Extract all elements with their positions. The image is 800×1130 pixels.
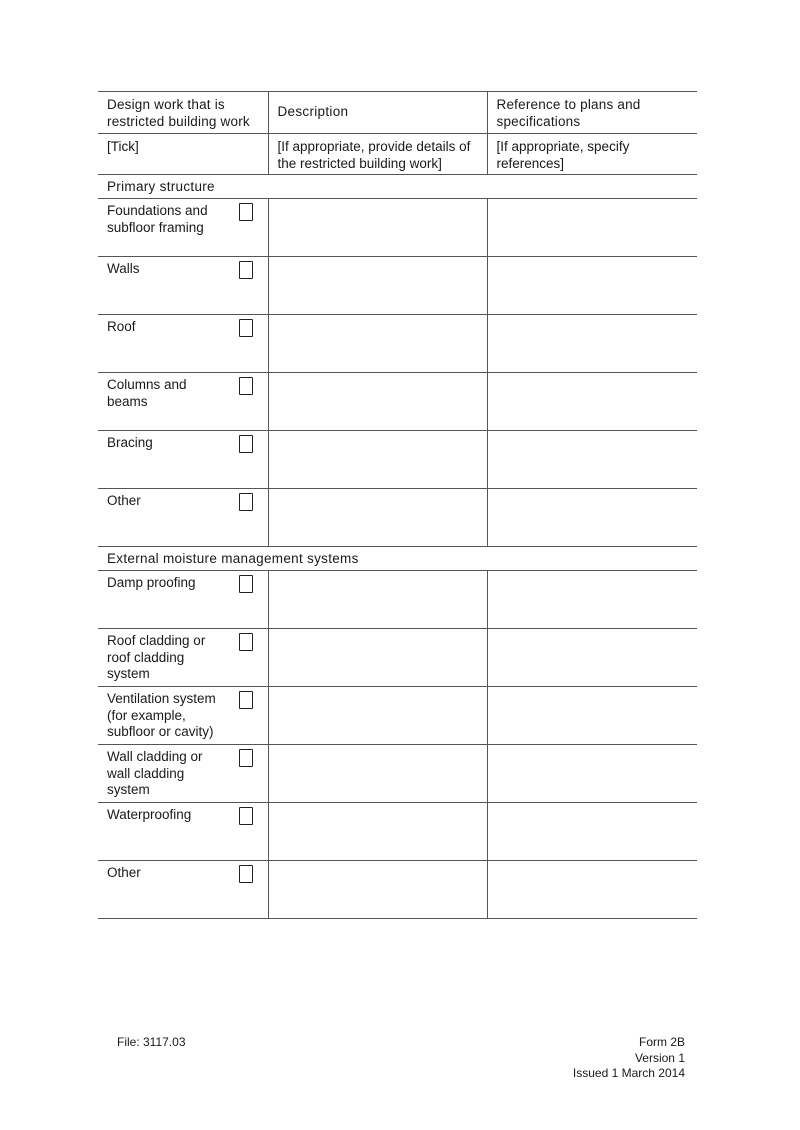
tick-checkbox[interactable] — [239, 377, 253, 395]
item-label-cell — [98, 199, 268, 257]
tick-checkbox[interactable] — [239, 435, 253, 453]
description-cell[interactable] — [268, 199, 487, 257]
item-label-cell — [98, 489, 268, 547]
item-label-cell — [98, 687, 268, 745]
reference-cell[interactable] — [487, 629, 697, 687]
table-row — [98, 373, 697, 431]
tick-checkbox[interactable] — [239, 319, 253, 337]
item-label: Damp proofing — [107, 575, 196, 590]
reference-cell[interactable] — [487, 687, 697, 745]
table-row — [98, 803, 697, 861]
reference-header: Reference to plans and specifications — [487, 92, 697, 134]
reference-cell[interactable] — [487, 431, 697, 489]
item-label: Roof cladding or roof cladding system — [107, 633, 206, 681]
reference-cell[interactable] — [487, 745, 697, 803]
item-label-cell — [98, 803, 268, 861]
tick-checkbox[interactable] — [239, 807, 253, 825]
description-cell[interactable] — [268, 803, 487, 861]
item-label: Roof — [107, 319, 136, 334]
description-cell[interactable] — [268, 687, 487, 745]
table-row — [98, 629, 697, 687]
footer-file-number: File: 3117.03 — [117, 1035, 186, 1049]
item-label: Waterproofing — [107, 807, 192, 822]
description-cell[interactable] — [268, 431, 487, 489]
table-row — [98, 745, 697, 803]
item-label-cell — [98, 257, 268, 315]
section-header-primary-structure — [98, 175, 697, 199]
table-row — [98, 431, 697, 489]
item-label: Other — [107, 493, 141, 508]
item-label: Foundations and subfloor framing — [107, 203, 208, 235]
reference-cell[interactable] — [487, 803, 697, 861]
reference-hint: [If appropriate, specify references] — [487, 134, 697, 175]
table-row — [98, 257, 697, 315]
reference-cell[interactable] — [487, 373, 697, 431]
reference-cell[interactable] — [487, 861, 697, 919]
item-label-cell — [98, 571, 268, 629]
tick-checkbox[interactable] — [239, 865, 253, 883]
item-label-cell — [98, 629, 268, 687]
reference-cell[interactable] — [487, 257, 697, 315]
description-header: Description — [268, 92, 487, 134]
description-hint: [If appropriate, provide details of the restricted building work] — [268, 134, 487, 175]
item-label: Ventilation system (for example, subfloor or cavity) — [107, 691, 216, 739]
table-row — [98, 315, 697, 373]
tick-checkbox[interactable] — [239, 493, 253, 511]
reference-cell[interactable] — [487, 571, 697, 629]
table-row — [98, 489, 697, 547]
table-row — [98, 687, 697, 745]
section-title: Primary structure — [107, 179, 215, 194]
description-cell[interactable] — [268, 489, 487, 547]
item-label-cell — [98, 373, 268, 431]
description-cell[interactable] — [268, 315, 487, 373]
footer-version: Version 1 — [634, 1050, 685, 1065]
description-cell[interactable] — [268, 571, 487, 629]
description-cell[interactable] — [268, 373, 487, 431]
table-row — [98, 199, 697, 257]
tick-checkbox[interactable] — [239, 633, 253, 651]
tick-checkbox[interactable] — [239, 203, 253, 221]
tick-checkbox[interactable] — [239, 575, 253, 593]
item-label: Wall cladding or wall cladding system — [107, 749, 203, 797]
section-title: External moisture management systems — [107, 551, 359, 566]
reference-cell[interactable] — [487, 315, 697, 373]
footer-form-info — [573, 1035, 685, 1082]
description-cell[interactable] — [268, 861, 487, 919]
item-label-cell — [98, 315, 268, 373]
tick-checkbox[interactable] — [239, 691, 253, 709]
table-header-row — [98, 92, 697, 134]
table-row — [98, 571, 697, 629]
tick-checkbox[interactable] — [239, 749, 253, 767]
table-hint-row — [98, 134, 697, 175]
reference-cell[interactable] — [487, 199, 697, 257]
footer-form-name: Form 2B — [638, 1035, 685, 1049]
item-label: Columns and beams — [107, 377, 187, 409]
restricted-building-work-table — [98, 91, 697, 919]
design-work-header: Design work that is restricted building work — [107, 97, 250, 129]
table-row — [98, 861, 697, 919]
reference-cell[interactable] — [487, 489, 697, 547]
description-cell[interactable] — [268, 745, 487, 803]
footer-issued-date: Issued 1 March 2014 — [572, 1066, 685, 1080]
item-label-cell — [98, 861, 268, 919]
description-cell[interactable] — [268, 257, 487, 315]
item-label: Walls — [107, 261, 140, 276]
item-label-cell — [98, 745, 268, 803]
item-label: Bracing — [107, 435, 153, 450]
description-cell[interactable] — [268, 629, 487, 687]
tick-hint: [Tick] — [107, 139, 139, 154]
section-header-moisture-management — [98, 547, 697, 571]
item-label: Other — [107, 865, 141, 880]
item-label-cell — [98, 431, 268, 489]
tick-checkbox[interactable] — [239, 261, 253, 279]
